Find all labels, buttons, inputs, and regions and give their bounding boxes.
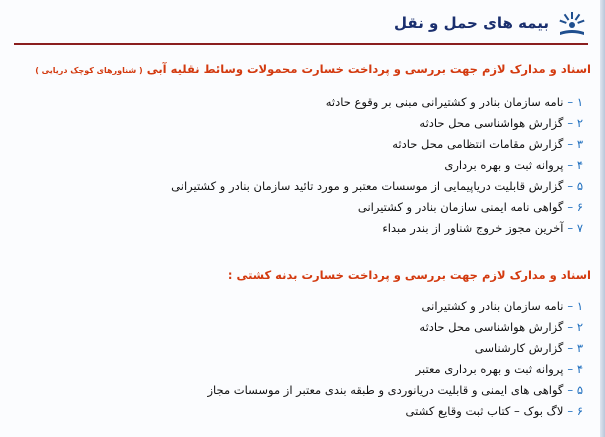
list-item	[10, 92, 583, 113]
item-text: آخرین مجوز خروج شناور از بندر مبداء	[382, 221, 564, 235]
header-divider	[14, 43, 588, 45]
page-title: بیمه های حمل و نقل	[394, 14, 549, 32]
item-number: ۴ –	[567, 158, 583, 172]
list-item	[10, 338, 583, 359]
item-text: گزارش قابلیت دریاپیمایی از موسسات معتبر و مورد تائید سازمان بنادر و کشتیرانی	[171, 179, 564, 193]
item-number: ۶ –	[567, 200, 583, 214]
list-item	[10, 134, 583, 155]
item-text: نامه سازمان بنادر و کشتیرانی مبنی بر وقوع حادثه	[325, 95, 564, 109]
list-item	[10, 176, 583, 197]
item-number: ۲ –	[567, 320, 583, 334]
item-number: ۴ –	[567, 362, 583, 376]
item-text: گواهی نامه ایمنی سازمان بنادر و کشتیرانی	[357, 200, 564, 214]
item-text: گزارش کارشناسی	[474, 341, 564, 355]
item-text: گزارش هواشناسی محل حادثه	[419, 320, 564, 334]
section-heading-hull-text: اسناد و مدارک لازم جهت بررسی و پرداخت خسارت بدنه کشتی :	[227, 268, 591, 282]
item-number: ۱ –	[567, 299, 583, 313]
cargo-documents-list	[10, 92, 583, 239]
item-text: گزارش هواشناسی محل حادثه	[419, 116, 564, 130]
list-item	[10, 155, 583, 176]
list-item	[10, 380, 583, 401]
list-item	[10, 317, 583, 338]
list-item	[10, 401, 583, 422]
item-number: ۵ –	[567, 383, 583, 397]
window-frame-edge	[600, 0, 605, 437]
list-item	[10, 113, 583, 134]
section-heading-cargo-text: اسناد و مدارک لازم جهت بررسی و پرداخت خسارت محمولات وسائط نقلیه آبی	[146, 62, 591, 76]
item-number: ۶ –	[567, 404, 583, 418]
item-text: نامه سازمان بنادر و کشتیرانی	[421, 299, 564, 313]
item-text: پروانه ثبت و بهره برداری	[444, 158, 564, 172]
list-item	[10, 218, 583, 239]
list-item	[10, 296, 583, 317]
page-header	[12, 4, 593, 42]
item-text: لاگ بوک – کتاب ثبت وقایع کشتی	[405, 404, 564, 418]
item-number: ۳ –	[567, 341, 583, 355]
item-number: ۲ –	[567, 116, 583, 130]
item-text: پروانه ثبت و بهره برداری معتبر	[415, 362, 564, 376]
item-number: ۱ –	[567, 95, 583, 109]
item-number: ۵ –	[567, 179, 583, 193]
list-item	[10, 359, 583, 380]
section-heading-hull	[8, 268, 591, 282]
item-number: ۷ –	[567, 221, 583, 235]
item-text: گواهی های ایمنی و قابلیت دریانوردی و طبقه بندی معتبر از موسسات مجاز	[207, 383, 564, 397]
item-text: گزارش مقامات انتظامی محل حادثه	[392, 137, 564, 151]
hull-documents-list	[10, 296, 583, 422]
item-number: ۳ –	[567, 137, 583, 151]
section-heading-cargo-note: ( شناورهای کوچک دریایی )	[35, 66, 143, 75]
list-item	[10, 197, 583, 218]
section-heading-cargo	[8, 62, 591, 76]
institute-emblem-icon	[557, 8, 587, 38]
